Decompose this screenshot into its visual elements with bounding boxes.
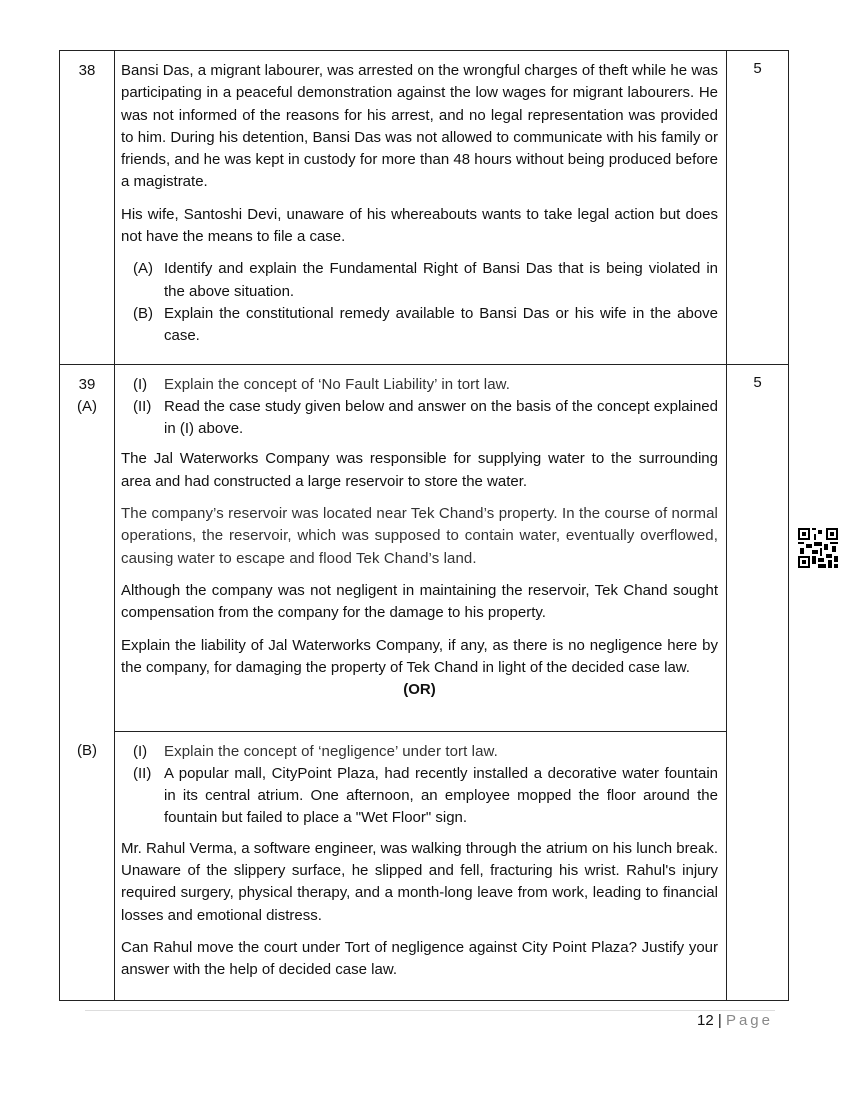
footer-divider [85,1010,775,1011]
paragraph: Explain the liability of Jal Waterworks Company, if any, as there is no negligence here by the company, for damaging the property of Tek Chand in light of the decided case law. [121,636,718,676]
item-text: Explain the concept of ‘negligence’ under tort law. [164,742,498,760]
paragraph: The Jal Waterworks Company was responsible for supplying water to the surrounding area and had constructed a large reservoir to store the water. [121,450,718,490]
item-label: (II) [133,397,152,415]
sub-label: (A) [77,397,97,415]
page-label: Page [725,1012,773,1029]
item-text: Explain the concept of ‘No Fault Liability’ in tort law. [164,375,511,393]
item-label: (II) [133,764,152,782]
marks: 5 [727,364,789,1000]
item-text: Read the case study given below and answer on the basis of the concept explained in (I) above. [164,397,718,438]
sub-question [121,374,718,396]
sub-questions [121,258,718,347]
item-label: (B) [133,304,153,322]
paragraph: His wife, Santoshi Devi, unaware of his whereabouts wants to take legal action but does not have the means to file a case. [121,205,718,246]
or-label: (OR) [403,681,436,699]
question-number: 38 [60,51,115,365]
sub-question [121,396,718,441]
number: 39 [78,375,96,393]
question-39a-row [60,364,789,731]
question-39b-body [115,731,727,1000]
sub-question [121,741,718,763]
sub-question [121,763,718,830]
question-number [60,364,115,731]
sub-label: (B) [60,731,115,1000]
item-label: (A) [133,260,153,278]
questions-table [59,50,789,1001]
paragraph: Mr. Rahul Verma, a software engineer, was walking through the atrium on his lunch break. Unaware of the slippery surface, he slipped and fell, fracturing his wrist. Rahul's injury required surgery, physical therapy, and a month-long leave from work, leading to financial losses and emotional distress. [121,839,718,924]
item-text: Identify and explain the Fundamental Right of Bansi Das that is being violated in the above situation. [164,260,718,300]
question-38-row [60,51,789,365]
paragraph: The company’s reservoir was located near Tek Chand’s property. In the course of normal operations, the reservoir, which was supposed to contain water, eventually overflowed, causing water to escape and flood Tek Chand’s land. [121,505,718,567]
sub-question [121,303,718,348]
question-39a-body [115,364,727,731]
separator: | [717,1012,722,1029]
page-footer [697,1012,773,1029]
item-label: (I) [133,742,148,760]
sub-questions [121,374,718,441]
page-number: 12 [697,1012,714,1029]
item-label: (I) [133,375,148,393]
paragraph: Although the company was not negligent in maintaining the reservoir, Tek Chand sought compensation from the company for the damage to his property. [121,581,718,622]
sub-questions [121,741,718,830]
paragraph: Bansi Das, a migrant labourer, was arrested on the wrongful charges of theft while he was participating in a peaceful demonstration against the low wages for migrant labourers. He was not informed of the reasons for his arrest, and no legal representation was provided to him. During his detention, Bansi Das was not allowed to communicate with his family or friends, and he was kept in custody for more than 48 hours without being produced before a magistrate. [121,62,718,191]
qr-code-icon [798,528,838,568]
item-text: Explain the constitutional remedy available to Bansi Das or his wife in the above case. [164,304,718,345]
marks: 5 [727,51,789,365]
question-38-body [115,51,727,365]
paragraph: Can Rahul move the court under Tort of negligence against City Point Plaza? Justify your answer with the help of decided case law. [121,938,718,979]
question-39b-row [60,731,789,1000]
sub-question [121,258,718,303]
item-text: A popular mall, CityPoint Plaza, had recently installed a decorative water fountain in its central atrium. One afternoon, an employee mopped the floor around the fountain but failed to place a "Wet Floor" sign. [164,764,718,827]
